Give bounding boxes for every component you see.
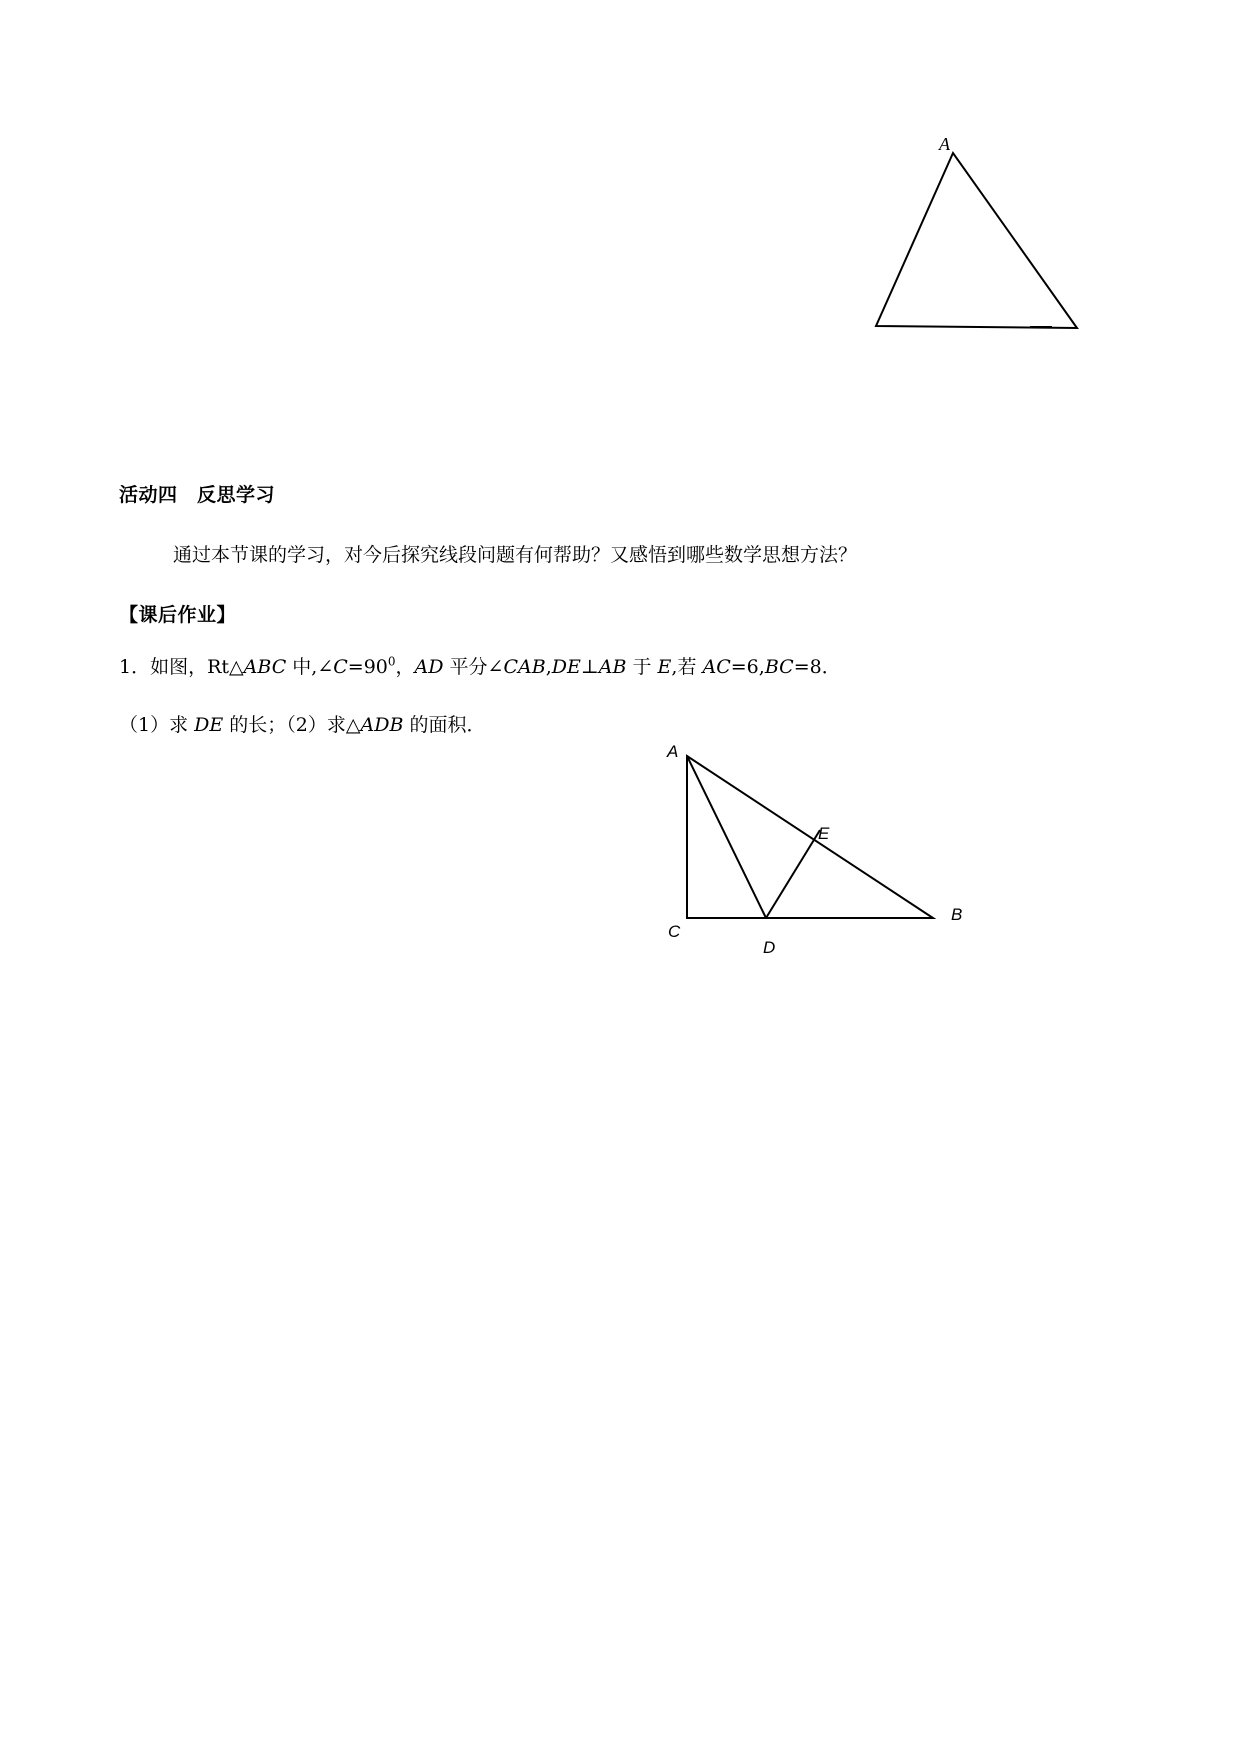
math-var: C — [333, 656, 348, 678]
text: ,若 — [671, 656, 703, 678]
text: , — [545, 656, 552, 678]
text: 的长；（2）求△ — [223, 714, 361, 736]
label-d: D — [763, 938, 776, 957]
math-var: AC — [702, 656, 731, 678]
math-var: AB — [598, 656, 627, 678]
text: 于 — [626, 656, 658, 678]
label-e: E — [818, 824, 830, 843]
math-var: DE — [551, 656, 581, 678]
triangle-abc — [687, 756, 933, 918]
segment-de — [766, 830, 820, 918]
problem-number: 1． — [119, 656, 151, 678]
homework-heading: 【课后作业】 — [119, 604, 237, 626]
text: =8． — [793, 656, 841, 678]
text: 如图，Rt△ — [150, 656, 244, 678]
segment-ad — [687, 756, 766, 918]
math-var: DE — [194, 714, 224, 736]
text: =6, — [730, 656, 765, 678]
math-var: E — [657, 656, 672, 678]
text: ⊥ — [580, 656, 599, 678]
label-c: C — [668, 922, 681, 941]
text: 的面积． — [403, 714, 486, 736]
text: ， — [395, 656, 415, 678]
activity4-heading: 活动四 反思学习 — [119, 484, 276, 506]
text: （1）求 — [119, 714, 195, 736]
activity4-question: 通过本节课的学习，对今后探究线段问题有何帮助？又感悟到哪些数学思想方法？ — [173, 544, 858, 566]
math-var: AD — [414, 656, 444, 678]
math-var: ADB — [360, 714, 404, 736]
text: 平分∠ — [443, 656, 504, 678]
math-var: BC — [764, 656, 794, 678]
label-b: B — [951, 905, 963, 924]
math-var: CAB — [503, 656, 546, 678]
top-vertex-a-label: A — [939, 134, 950, 154]
math-var: ABC — [243, 656, 287, 678]
label-a: A — [667, 742, 679, 761]
text: =90 — [347, 656, 388, 678]
text: 中,∠ — [286, 656, 334, 678]
superscript: 0 — [387, 654, 396, 669]
